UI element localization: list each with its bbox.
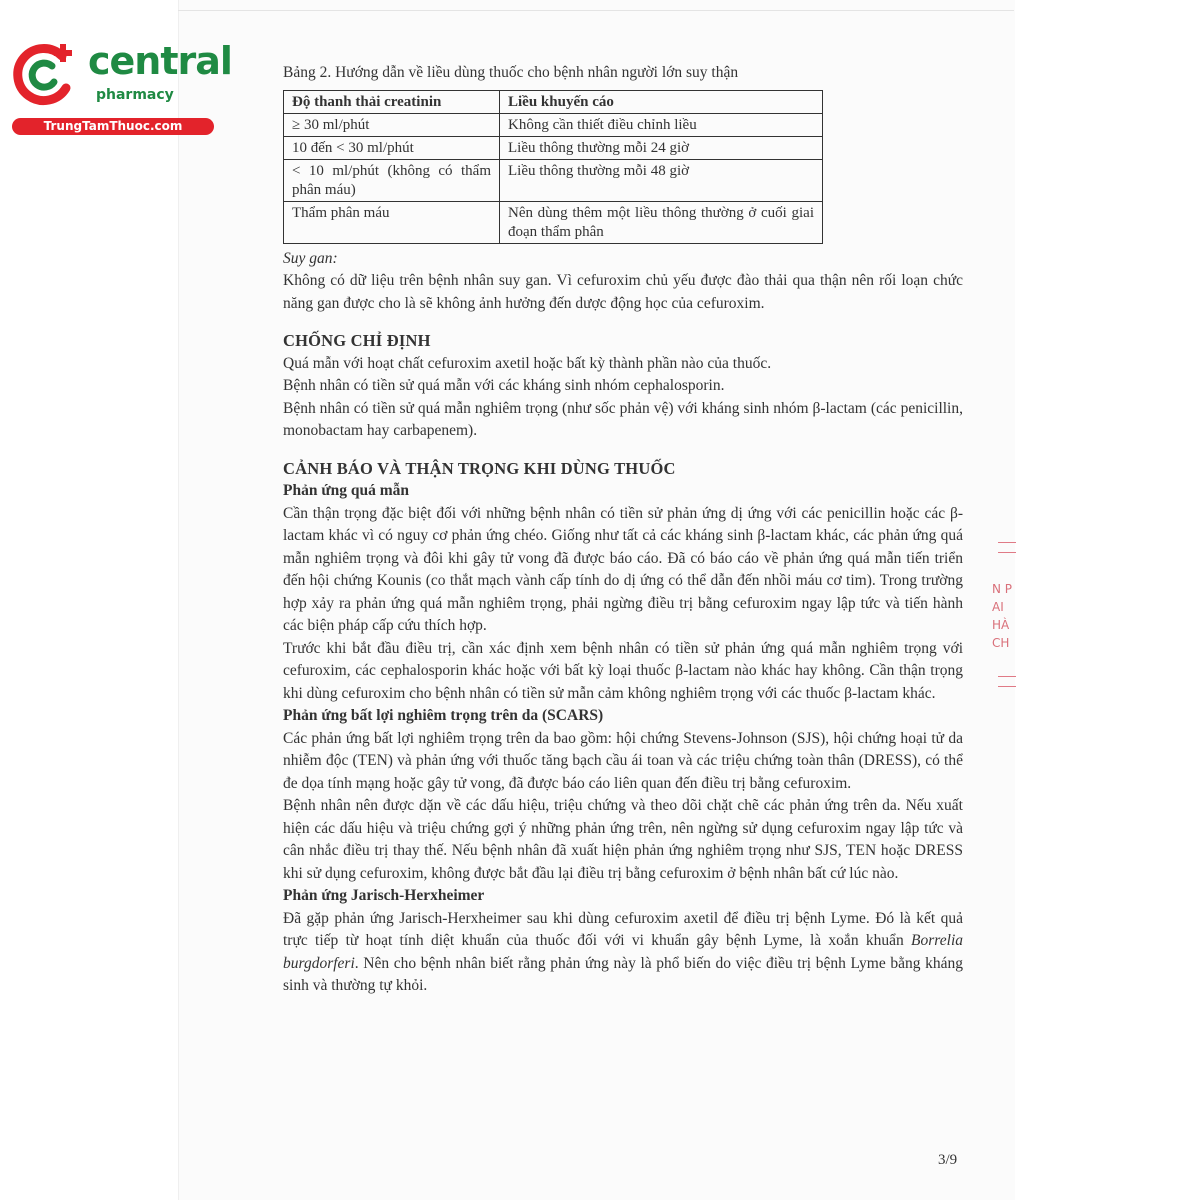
jarisch-herxheimer-heading: Phản ứng Jarisch-Herxheimer [283,887,485,904]
stamp-mark [998,542,1016,543]
table-cell: Nên dùng thêm một liều thông thường ở cuối giai đoạn thẩm phân [500,201,823,243]
jh-text: Đã gặp phản ứng Jarisch-Herxheimer sau khi dùng cefuroxim axetil để điều trị bệnh Lyme. Đó là kết quả trực tiếp từ hoạt tính diệt khuẩn của thuốc đối với vi khuẩn gây bệnh Lyme, là xoắn khuẩn [283,909,963,949]
table-header-row [284,90,823,113]
contra-line: Bệnh nhân có tiền sử quá mẫn với các kháng sinh nhóm cephalosporin. [283,377,725,394]
pharmacy-logo[interactable] [8,38,232,138]
stamp-text: N P [992,582,1013,596]
scars-paragraph: Bệnh nhân nên được dặn về các dấu hiệu, triệu chứng và theo dõi chặt chẽ các phản ứng trên da. Nếu xuất hiện các dấu hiệu và triệu chứng gợi ý những phản ứng trên, nên ngừng sử dụng cefuroxim ngay lập tức và cân nhắc điều trị thay thế. Nếu bệnh nhân đã xuất hiện phản ứng nghiêm trọng như SJS, TEN hoặc DRESS khi sử dụng cefuroxim, không được bắt đầu lại điều trị bằng cefuroxim ở bệnh nhân bất cứ lúc nào. [283,797,963,882]
contra-line: Quá mẫn với hoạt chất cefuroxim axetil hoặc bất kỳ thành phần nào của thuốc. [283,354,772,372]
brand-name: central [88,39,232,83]
jh-species: Borrelia burgdorferi [283,932,963,972]
jh-text: . Nên cho bệnh nhân biết rằng phản ứng này là phổ biến do việc điều trị bệnh Lyme bằng kháng sinh và thường tự khỏi. [283,954,963,994]
red-stamp-fragment [988,530,1028,700]
table-cell: 10 đến < 30 ml/phút [284,136,500,159]
stamp-mark [998,676,1016,677]
stamp-mark [998,686,1016,687]
brand-website[interactable]: TrungTamThuoc.com [12,118,214,135]
warnings-heading: CẢNH BÁO VÀ THẬN TRỌNG KHI DÙNG THUỐC [283,458,676,478]
scars-heading: Phản ứng bất lợi nghiêm trọng trên da (SCARS) [283,707,604,724]
table-header: Độ thanh thải creatinin [284,90,500,113]
contraindications-heading: CHỐNG CHỈ ĐỊNH [283,331,431,350]
table-row [284,201,823,243]
table-header: Liều khuyến cáo [500,90,823,113]
table-cell: < 10 ml/phút (không có thẩm phân máu) [284,159,500,201]
page-number: 3/9 [938,1152,958,1168]
hypersensitivity-paragraph: Trước khi bắt đầu điều trị, cần xác định xem bệnh nhân có tiền sử phản ứng quá mẫn nghiêm trọng với cefuroxim, các cephalosporin khác hoặc với bất kỳ loại thuốc β-lactam nào khác hay không. Cần thận trọng khi dùng cefuroxim cho bệnh nhân có tiền sử mẫn cảm không nghiêm trọng với các thuốc β-lactam khác. [283,639,963,702]
stamp-text: HÀ [992,618,1010,632]
table-cell: Thẩm phân máu [284,201,500,243]
contra-line: Bệnh nhân có tiền sử quá mẫn nghiêm trọng (như sốc phản vệ) với kháng sinh nhóm β-lactam (các penicillin, monobactam hay carbapenem). [283,399,963,439]
jarisch-herxheimer-paragraph [283,908,963,998]
table-cell: Liều thông thường mỗi 24 giờ [500,136,823,159]
hypersensitivity-heading: Phản ứng quá mẫn [283,482,410,499]
logo-mark-icon [8,38,80,110]
table-caption: Bảng 2. Hướng dẫn về liều dùng thuốc cho bệnh nhân người lớn suy thận [283,64,739,81]
table-cell: Không cần thiết điều chỉnh liều [500,113,823,136]
stamp-text: AI [992,600,1004,614]
table-cell: Liều thông thường mỗi 48 giờ [500,159,823,201]
stamp-text: CH [992,636,1010,650]
renal-dose-table [283,90,823,244]
table-cell: ≥ 30 ml/phút [284,113,500,136]
liver-heading: Suy gan: [283,249,338,267]
brand-sub: pharmacy [96,87,174,103]
table-row [284,113,823,136]
document-content [283,62,963,998]
table-row [284,159,823,201]
liver-text: Không có dữ liệu trên bệnh nhân suy gan. Vì cefuroxim chủ yếu được đào thải qua thận nên rối loạn chức năng gan được cho là sẽ không ảnh hưởng đến dược động học của cefuroxim. [283,272,963,312]
stamp-mark [998,552,1016,553]
page-top-border [178,10,1014,11]
hypersensitivity-paragraph: Cần thận trọng đặc biệt đối với những bệnh nhân có tiền sử phản ứng dị ứng với các penicillin hoặc các β-lactam khác vì có nguy cơ phản ứng chéo. Giống như tất cả các kháng sinh β-lactam khác, các phản ứng quá mẫn nghiêm trọng và đôi khi gây tử vong đã được báo cáo. Đã có báo cáo về phản ứng quá mẫn tiến triển đến hội chứng Kounis (co thắt mạch vành cấp tính do dị ứng có thể dẫn đến nhồi máu cơ tim). Trong trường hợp xảy ra phản ứng quá mẫn nghiêm trọng, phải ngừng điều trị bằng cefuroxim ngay lập tức và tiến hành các biện pháp cấp cứu thích hợp. [283,504,963,634]
scars-paragraph: Các phản ứng bất lợi nghiêm trọng trên da bao gồm: hội chứng Stevens-Johnson (SJS), hội chứng hoại tử da nhiễm độc (TEN) và phản ứng với thuốc tăng bạch cầu ái toan và các triệu chứng toàn thân (DRESS), có thể đe dọa tính mạng hoặc gây tử vong, đã được báo cáo liên quan đến điều trị bằng cefuroxim. [283,729,963,792]
table-row [284,136,823,159]
